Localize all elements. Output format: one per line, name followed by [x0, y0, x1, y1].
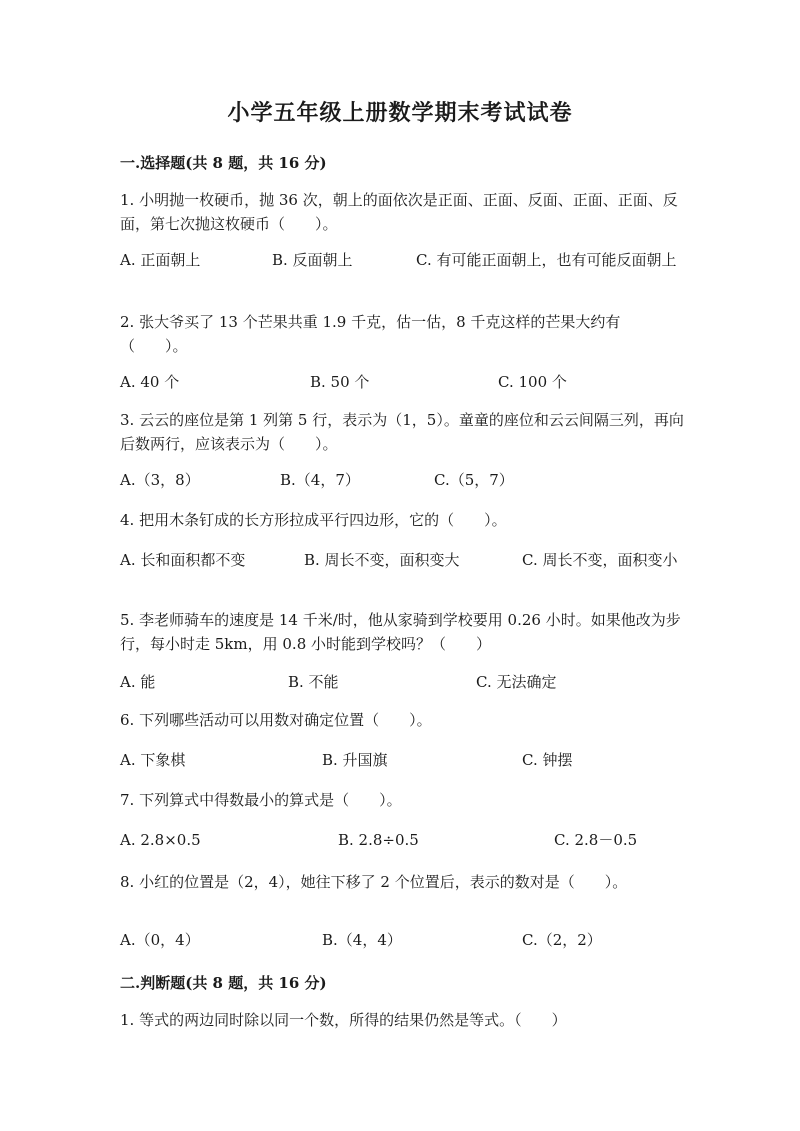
options-1 [120, 248, 685, 296]
section-heading-judgement: 二.判断题(共 8 题，共 16 分) [120, 974, 327, 992]
option-c[interactable]: C. 周长不变，面积变小 [522, 551, 678, 569]
option-c[interactable]: C. 有可能正面朝上，也有可能反面朝上 [416, 251, 677, 269]
question-6: 6. 下列哪些活动可以用数对确定位置（ ）。 [120, 711, 432, 729]
question-8: 8. 小红的位置是（2，4），她往下移了 2 个位置后，表示的数对是（ ）。 [120, 873, 628, 891]
question-1: 1. 小明抛一枚硬币，抛 36 次，朝上的面依次是正面、正面、反面、正面、正面、反面，第七次抛这枚硬币（ ）。 [120, 191, 678, 233]
question-3: 3. 云云的座位是第 1 列第 5 行，表示为（1，5）。童童的座位和云云间隔三列，再向后数两行，应该表示为（ ）。 [120, 411, 684, 453]
section-heading-choice: 一.选择题(共 8 题，共 16 分) [120, 154, 327, 172]
option-b[interactable]: B.（4，7） [280, 471, 360, 489]
option-c[interactable]: C. 钟摆 [522, 751, 573, 769]
option-b[interactable]: B. 周长不变，面积变大 [304, 551, 460, 569]
option-a[interactable]: A.（0，4） [120, 931, 200, 949]
question-7: 7. 下列算式中得数最小的算式是（ ）。 [120, 791, 402, 809]
option-b[interactable]: B.（4，4） [322, 931, 402, 949]
page-title: 小学五年级上册数学期末考试试卷 [227, 100, 573, 126]
option-a[interactable]: A. 能 [120, 673, 156, 691]
question-4: 4. 把用木条钉成的长方形拉成平行四边形，它的（ ）。 [120, 511, 507, 529]
option-a[interactable]: A. 2.8×0.5 [120, 831, 201, 849]
option-c[interactable]: C. 2.8－0.5 [554, 831, 638, 849]
option-b[interactable]: B. 50 个 [310, 373, 370, 391]
question-2: 2. 张大爷买了 13 个芒果共重 1.9 千克，估一估，8 千克这样的芒果大约有（ ）。 [120, 313, 621, 355]
option-c[interactable]: C.（5，7） [434, 471, 514, 489]
option-c[interactable]: C. 无法确定 [476, 673, 557, 691]
question-5: 5. 李老师骑车的速度是 14 千米/时，他从家骑到学校要用 0.26 小时。如果他改为步行，每小时走 5km，用 0.8 小时能到学校吗？（ ） [120, 611, 681, 653]
option-b[interactable]: B. 不能 [288, 673, 339, 691]
option-a[interactable]: A.（3，8） [120, 471, 200, 489]
options-7 [120, 828, 685, 876]
options-8 [120, 928, 685, 976]
option-c[interactable]: C. 100 个 [498, 373, 567, 391]
option-a[interactable]: A. 下象棋 [120, 751, 186, 769]
option-c[interactable]: C.（2，2） [522, 931, 602, 949]
judgement-question-1: 1. 等式的两边同时除以同一个数，所得的结果仍然是等式。（ ） [120, 1011, 567, 1029]
option-b[interactable]: B. 升国旗 [322, 751, 388, 769]
option-a[interactable]: A. 正面朝上 [120, 251, 201, 269]
option-b[interactable]: B. 反面朝上 [272, 251, 353, 269]
option-b[interactable]: B. 2.8÷0.5 [338, 831, 419, 849]
options-4 [120, 548, 685, 596]
option-a[interactable]: A. 长和面积都不变 [120, 551, 246, 569]
option-a[interactable]: A. 40 个 [120, 373, 180, 391]
